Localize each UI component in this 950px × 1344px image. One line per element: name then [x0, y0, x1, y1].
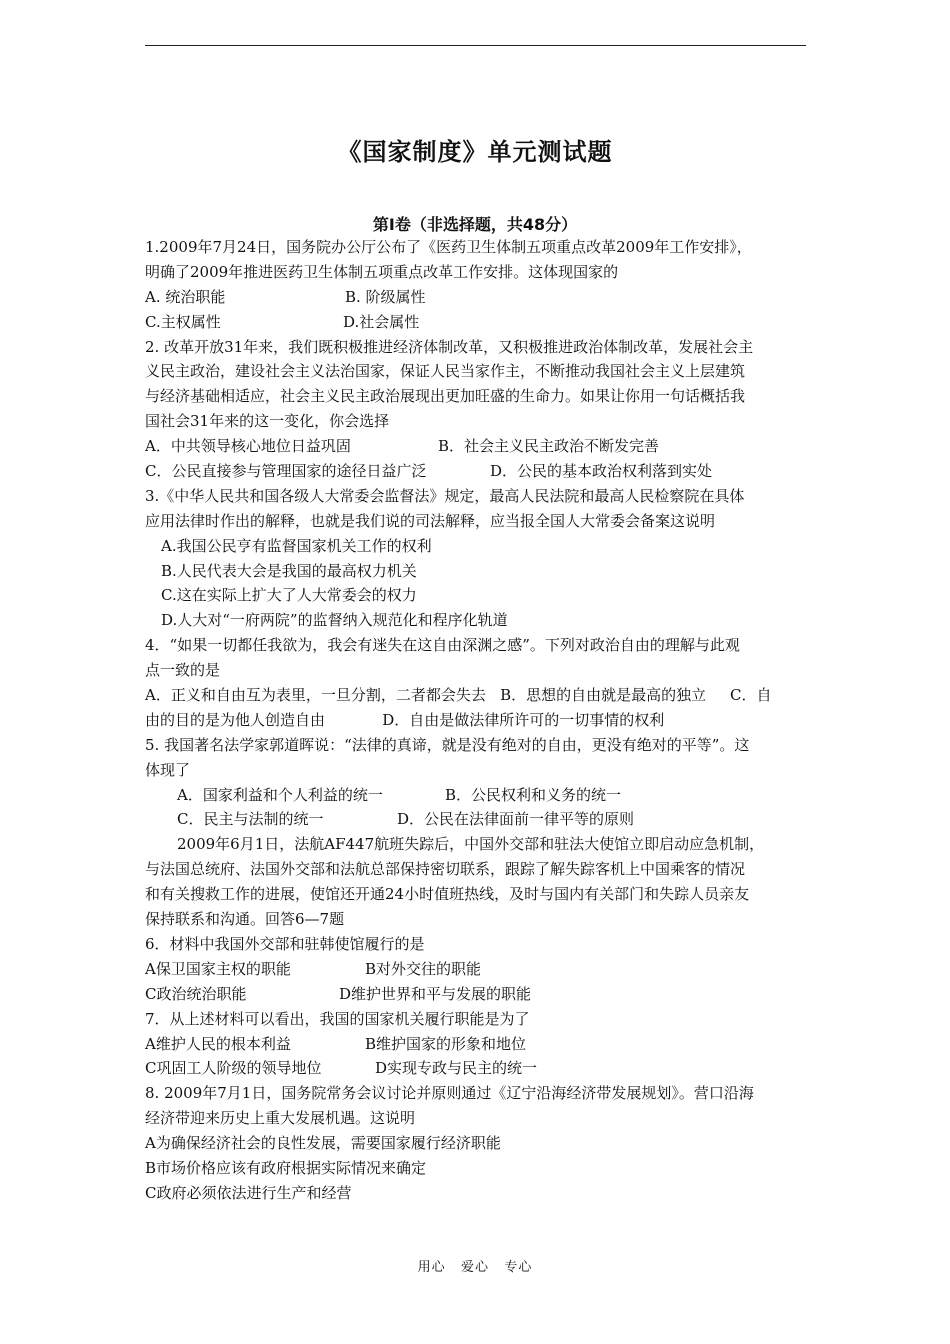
material-paragraph: 与法国总统府、法国外交部和法航总部保持密切联系，跟踪了解失踪客机上中国乘客的情况: [145, 860, 746, 879]
q8-stem: 8. 2009年7月1日，国务院常务会议讨论并原则通过《辽宁沿海经济带发展规划》。营口沿海: [145, 1084, 754, 1103]
q7-stem: 7．从上述材料可以看出，我国的国家机关履行职能是为了: [145, 1009, 530, 1028]
q3-option-b: B.人民代表大会是我国的最高权力机关: [161, 561, 417, 580]
q3-stem: 3.《中华人民共和国各级人大常委会监督法》规定，最高人民法院和最高人民检察院在具体: [145, 486, 745, 505]
q7-option-b: B维护国家的形象和地位: [365, 1034, 527, 1053]
q3-option-a: A.我国公民亨有监督国家机关工作的权利: [161, 536, 432, 555]
q5-options-row: [145, 807, 810, 832]
q5-option-d: D．公民在法律面前一律平等的原则: [397, 810, 635, 829]
q2-options-row: [145, 434, 810, 459]
q8-option-b: B市场价格应该有政府根据实际情况来确定: [145, 1158, 427, 1177]
q7-options-row: [145, 1056, 810, 1081]
header-rule: [145, 45, 806, 46]
q6-option-a: A保卫国家主权的职能: [145, 959, 291, 978]
q1-stem: 1.2009年7月24日，国务院办公厅公布了《医药卫生体制五项重点改革2009年工作安排》，: [145, 238, 752, 256]
q8-option-a: A为确保经济社会的良性发展，需要国家履行经济职能: [145, 1134, 501, 1153]
q7-option-d: D实现专政与民主的统一: [375, 1059, 538, 1078]
q2-option-d: D．公民的基本政治权利落到实处: [490, 462, 713, 481]
page-footer: 用心 爱心 专心: [417, 1260, 533, 1275]
q8-option-c: C政府必须依法进行生产和经营: [145, 1183, 352, 1202]
q5-option-c: C．民主与法制的统一: [177, 810, 324, 829]
q2-stem: 国社会31年来的这一变化，你会选择: [145, 412, 390, 431]
q6-option-b: B对外交往的职能: [365, 959, 482, 978]
q8-stem: 经济带迎来历史上重大发展机遇。这说明: [145, 1109, 416, 1128]
page-title: 《国家制度》单元测试题: [337, 138, 613, 166]
material-paragraph: 保持联系和沟通。回答6—7题: [145, 910, 345, 929]
q2-options-row: [145, 459, 810, 484]
q3-option-d: D.人大对“一府两院”的监督纳入规范化和程序化轨道: [161, 611, 508, 630]
q2-option-c: C．公民直接参与管理国家的途径日益广泛: [145, 462, 427, 481]
q2-stem: 义民主政治，建设社会主义法治国家，保证人民当家作主，不断推动我国社会主义上层建筑: [145, 362, 746, 381]
q3-option-c: C.这在实际上扩大了人大常委会的权力: [161, 586, 417, 605]
q7-option-c: C巩固工人阶级的领导地位: [145, 1059, 322, 1078]
q5-options-row: [145, 783, 810, 808]
q1-option-c: C.主权属性: [145, 312, 221, 331]
q6-options-row: [145, 957, 810, 982]
q1-options-row: [145, 310, 810, 335]
q6-options-row: [145, 982, 810, 1007]
q1-stem: 明确了2009年推进医药卫生体制五项重点改革工作安排。这体现国家的: [145, 262, 619, 281]
material-paragraph: 和有关搜救工作的进展，使馆还开通24小时值班热线，及时与国内有关部门和失踪人员亲友: [145, 885, 750, 904]
q2-stem: 2. 改革开放31年来，我们既积极推进经济体制改革，又积极推进政治体制改革，发展社会主: [145, 337, 754, 356]
q6-option-c: C政治统治职能: [145, 984, 247, 1003]
q4-options-line: A．正义和自由互为表里，一旦分割，二者都会失去 B．思想的自由就是最高的独立 C．自: [145, 686, 772, 705]
q5-option-b: B．公民权利和义务的统一: [445, 785, 622, 804]
q4-options-line: 由的目的是为他人创造自由 D．自由是做法律所许可的一切事情的权利: [145, 710, 665, 729]
document-body: [145, 235, 810, 1206]
q2-option-b: B．社会主义民主政治不断发完善: [438, 437, 660, 456]
q1-options-row: [145, 285, 810, 310]
q4-stem: 4．“如果一切都任我欲为，我会有迷失在这自由深渊之感”。下列对政治自由的理解与此观: [145, 636, 740, 655]
q1-option-a: A. 统治职能: [145, 287, 226, 306]
q2-stem: 与经济基础相适应，社会主义民主政治展现出更加旺盛的生命力。如果让你用一句话概括我: [145, 387, 746, 406]
material-paragraph: 2009年6月1日，法航AF447航班失踪后，中国外交部和驻法大使馆立即启动应急机制，: [177, 835, 765, 854]
q7-options-row: [145, 1032, 810, 1057]
q1-option-b: B. 阶级属性: [345, 287, 426, 306]
q6-option-d: D维护世界和平与发展的职能: [339, 984, 532, 1003]
q4-stem: 点一致的是: [145, 661, 221, 680]
q5-option-a: A．国家利益和个人利益的统一: [177, 785, 383, 804]
q7-option-a: A维护人民的根本利益: [145, 1034, 291, 1053]
q1-option-d: D.社会属性: [343, 312, 420, 331]
q6-stem: 6．材料中我国外交部和驻韩使馆履行的是: [145, 934, 425, 953]
q5-stem: 5. 我国著名法学家郭道晖说：“法律的真谛，就是没有绝对的自由，更没有绝对的平等”。这: [145, 735, 750, 754]
q2-option-a: A．中共领导核心地位日益巩固: [145, 437, 351, 456]
q5-stem: 体现了: [145, 760, 191, 779]
section-heading: 第Ⅰ卷（非选择题，共48分）: [372, 215, 578, 234]
q3-stem: 应用法律时作出的解释，也就是我们说的司法解释，应当报全国人大常委会备案这说明: [145, 511, 716, 530]
